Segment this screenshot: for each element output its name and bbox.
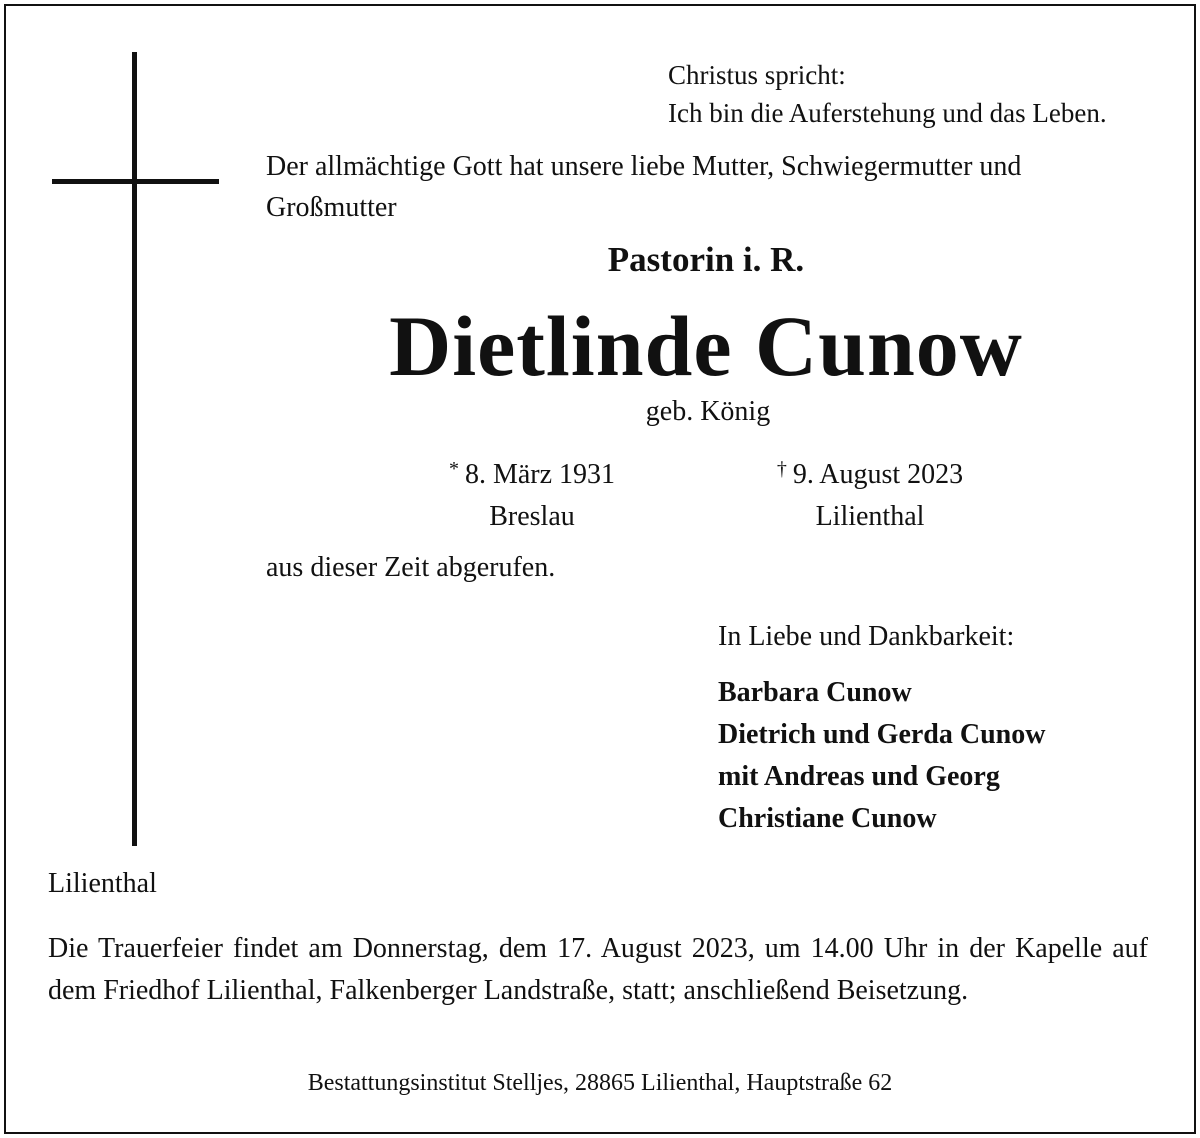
cross-vertical-bar — [132, 52, 137, 846]
mourner-name: Christiane Cunow — [718, 803, 937, 834]
cross-horizontal-bar — [52, 179, 219, 184]
verse-line-2: Ich bin die Auferstehung und das Leben. — [668, 98, 1107, 128]
death-place: Lilienthal — [815, 501, 925, 532]
birth-date: 8. März 1931 — [464, 459, 616, 490]
birth-star-icon: * — [448, 458, 459, 480]
funeral-service-notice: Die Trauerfeier findet am Donnerstag, dem 17. August 2023, um 14.00 Uhr in der Kapelle auf dem Friedhof Lilienthal, Falkenberger Landstraße, statt; anschließend Beisetzung. — [48, 933, 1148, 1006]
intro-text — [266, 146, 1021, 228]
mourners-heading: In Liebe und Dankbarkeit: — [718, 621, 1015, 652]
birth-info — [382, 448, 682, 538]
death-info — [720, 448, 1020, 538]
death-date: 9. August 2023 — [792, 459, 964, 490]
mourner-name: Dietrich und Gerda Cunow — [718, 719, 1046, 750]
mourner-name: Barbara Cunow — [718, 677, 912, 708]
mourner-name: mit Andreas und Georg — [718, 761, 1000, 792]
death-dagger-icon: † — [776, 458, 787, 480]
intro-line-2: Großmutter — [266, 192, 397, 223]
maiden-name: geb. König — [645, 396, 771, 427]
verse-line-1: Christus spricht: — [668, 60, 846, 90]
deceased-title: Pastorin i. R. — [607, 240, 805, 279]
bible-verse — [668, 56, 1107, 132]
mourners-list — [718, 672, 1045, 840]
residence-place: Lilienthal — [48, 868, 157, 899]
undertaker-info: Bestattungsinstitut Stelljes, 28865 Lilienthal, Hauptstraße 62 — [307, 1070, 893, 1096]
birth-place: Breslau — [489, 501, 575, 532]
intro-line-1: Der allmächtige Gott hat unsere liebe Mutter, Schwiegermutter und — [266, 151, 1022, 182]
called-away-text: aus dieser Zeit abgerufen. — [266, 552, 556, 583]
deceased-name: Dietlinde Cunow — [389, 298, 1023, 394]
